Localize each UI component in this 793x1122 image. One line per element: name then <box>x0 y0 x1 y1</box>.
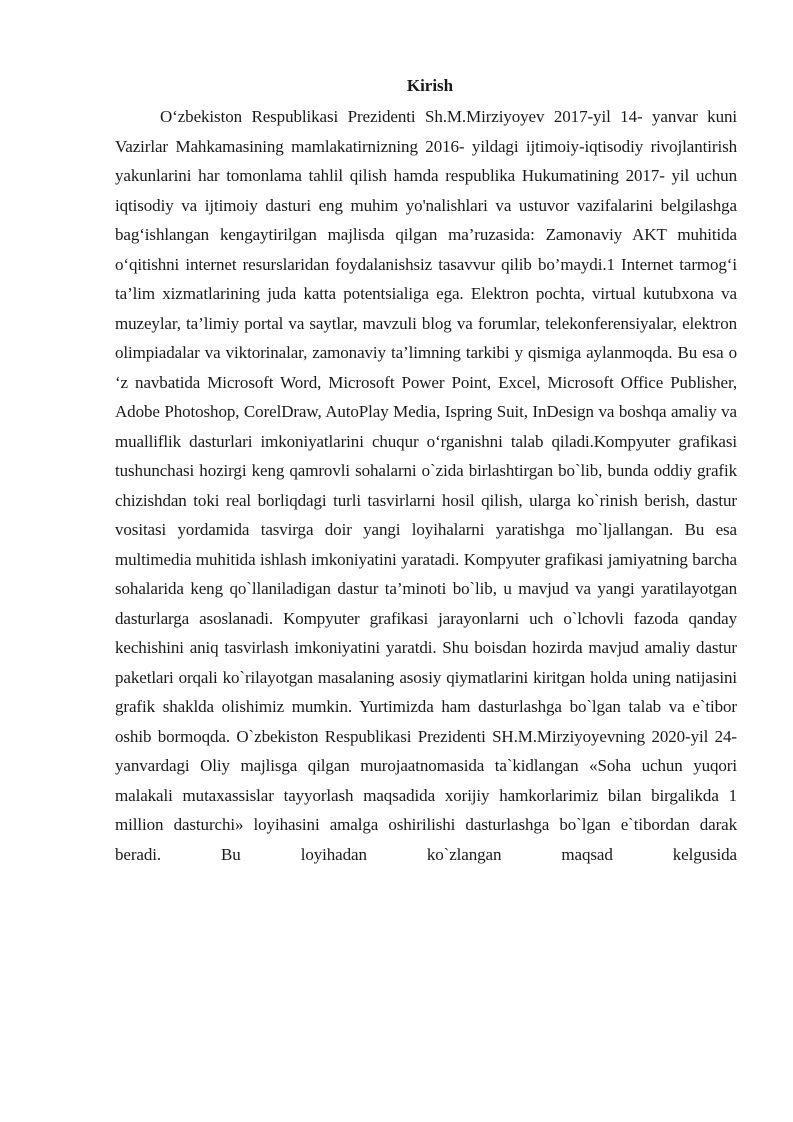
body-paragraph: O‘zbekiston Respublikasi Prezidenti Sh.M.Mirziyoyev 2017-yil 14- yanvar kuni Vazirlar Mahkamasining mamlakatirnizning 2016- yildagi ijtimoiy-iqtisodiy rivojlantirish yakunlarini har tomonlama tahlil qilish hamda respublika Hukumatining 2017- yil uchun iqtisodiy va ijtimoiy dasturi eng muhim yo'nalishlari va ustuvor vazifalarini belgilashga bag‘ishlangan kengaytirilgan majlisda qilgan ma’ruzasida: Zamonaviy AKT muhitida o‘qitishni internet resurslaridan foydalanishsiz tasavvur qilib bo’maydi.1 Internet tarmog‘i ta’lim xizmatlarining juda katta potentsialiga ega. Elektron pochta, virtual kutubxona va muzeylar, ta’limiy portal va saytlar, mavzuli blog va forumlar, telekonferensiyalar, elektron olimpiadalar va viktorinalar, zamonaviy ta’limning tarkibi y qismiga aylanmoqda. Bu esa o ‘z navbatida Microsoft Word, Microsoft Power Point, Excel, Microsoft Office Publisher, Adobe Photoshop, CorelDraw, AutoPlay Media, Ispring Suit, InDesign va boshqa amaliy va mualliflik dasturlari imkoniyatlarini chuqur o‘rganishni talab qiladi.Kompyuter grafikasi tushunchasi hozirgi keng qamrovli sohalarni o`zida birlashtirgan bo`lib, bunda oddiy grafik chizishdan toki real borliqdagi turli tasvirlarni hosil qilish, ularga ko`rinish berish, dastur vositasi yordamida tasvirga doir yangi loyihalarni yaratishga mo`ljallangan. Bu esa multimedia muhitida ishlash imkoniyatini yaratadi. Kompyuter grafikasi jamiyatning barcha sohalarida keng qo`llaniladigan dastur ta’minoti bo`lib, u mavjud va yangi yaratilayotgan dasturlarga asoslanadi. Kompyuter grafikasi jarayonlarni uch o`lchovli fazoda qanday kechishini aniq tasvirlash imkoniyatini yaratdi. Shu boisdan hozirda mavjud amaliy dastur paketlari orqali ko`rilayotgan masalaning asosiy qiymatlarini kiritgan holda uning natijasini grafik shaklda olishimiz mumkin. Yurtimizda ham dasturlashga bo`lgan talab va e`tibor oshib bormoqda. O`zbekiston Respublikasi Prezidenti SH.M.Mirziyoyevning 2020-yil 24-yanvardagi Oliy majlisga qilgan murojaatnomasida ta`kidlangan «Soha uchun yuqori malakali mutaxassislar tayyorlash maqsadida xorijiy hamkorlarimiz bilan birgalikda 1 million dasturchi» loyihasini amalga oshirilishi dasturlashga bo`lgan e`tibordan darak beradi. Bu loyihadan ko`zlangan maqsad kelgusida <box>115 107 737 864</box>
document-page <box>115 74 737 869</box>
page-title: Kirish <box>406 76 454 95</box>
